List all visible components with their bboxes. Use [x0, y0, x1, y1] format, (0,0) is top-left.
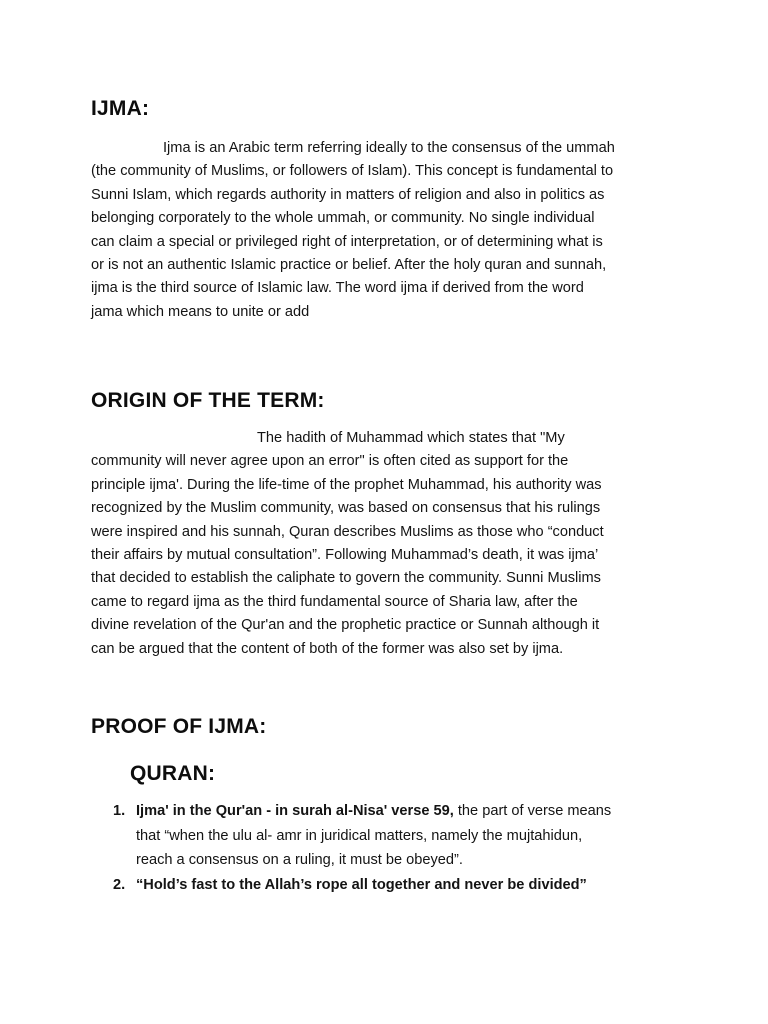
- paragraph-line: principle ijma'. During the life-time of the prophet Muhammad, his authority was: [91, 476, 602, 493]
- paragraph-line: that decided to establish the caliphate to govern the community. Sunni Muslims: [91, 570, 601, 587]
- heading-ijma: IJMA:: [91, 97, 150, 120]
- paragraph-line: divine revelation of the Qur'an and the prophetic practice or Sunnah although it: [91, 617, 600, 634]
- list-item: [113, 873, 611, 898]
- list-item-bold-text: “Hold’s fast to the Allah’s rope all together and never be divided”: [136, 876, 587, 893]
- list-item-bold-text: Ijma' in the Qur'an - in surah al-Nisa' verse 59,: [136, 803, 454, 819]
- paragraph-ijma: [91, 137, 683, 324]
- subheading-quran: QURAN:: [130, 762, 216, 785]
- paragraph-origin: [91, 427, 683, 661]
- list-number: 2.: [113, 876, 126, 893]
- paragraph-line: community will never agree upon an error" is often cited as support for the: [91, 453, 569, 470]
- paragraph-line: (the community of Muslims, or followers of Islam). This concept is fundamental to: [91, 163, 614, 180]
- paragraph-line: recognized by the Muslim community, was based on consensus that his rulings: [91, 500, 601, 517]
- paragraph-line: their affairs by mutual consultation”. Following Muhammad’s death, it was ijma’: [91, 547, 599, 564]
- paragraph-line: Sunni Islam, which regards authority in matters of religion and also in politics as: [91, 186, 605, 203]
- proof-list: [113, 799, 611, 897]
- paragraph-line: came to regard ijma as the third fundamental source of Sharia law, after the: [91, 593, 578, 610]
- paragraph-line: were inspired and his sunnah, Quran describes Muslims as those who “conduct: [91, 523, 604, 540]
- paragraph-line: can be argued that the content of both of the former was also set by ijma.: [91, 640, 564, 657]
- list-item-line: reach a consensus on a ruling, it must be obeyed”.: [136, 852, 463, 868]
- paragraph-line: or is not an authentic Islamic practice or belief. After the holy quran and sunnah,: [91, 257, 607, 274]
- paragraph-line: Ijma is an Arabic term referring ideally to the consensus of the ummah: [163, 140, 615, 156]
- paragraph-line: belonging corporately to the whole ummah, or community. No single individual: [91, 210, 595, 227]
- heading-origin: ORIGIN OF THE TERM:: [91, 389, 325, 412]
- list-item-line: that “when the ulu al- amr in juridical matters, namely the mujtahidun,: [136, 827, 583, 844]
- list-item-text: the part of verse means: [453, 803, 612, 819]
- paragraph-line: can claim a special or privileged right of interpretation, or of determining what is: [91, 233, 603, 250]
- list-item: [113, 799, 611, 873]
- paragraph-line: jama which means to unite or add: [91, 303, 310, 320]
- list-number: 1.: [113, 803, 126, 819]
- heading-proof: PROOF OF IJMA:: [91, 715, 267, 738]
- paragraph-line: ijma is the third source of Islamic law. The word ijma if derived from the word: [91, 280, 584, 297]
- paragraph-line: The hadith of Muhammad which states that "My: [257, 430, 565, 446]
